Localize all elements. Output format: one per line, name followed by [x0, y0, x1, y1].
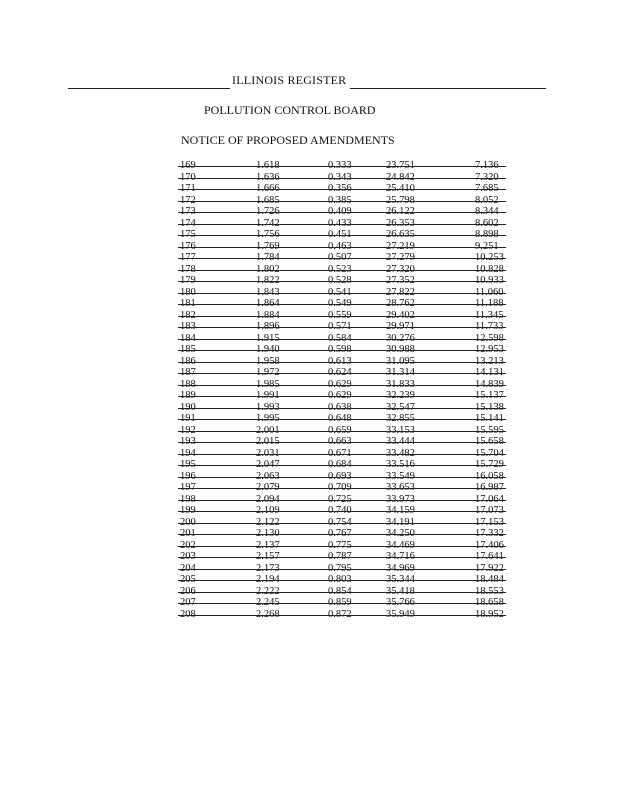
strikethrough-line	[178, 442, 506, 443]
table-cell: 1.769	[256, 240, 280, 252]
table-cell: 27.352	[386, 275, 415, 286]
table-cell: 0.659	[328, 424, 352, 436]
table-cell: 185	[180, 344, 196, 355]
table-cell: 2.015	[256, 436, 280, 447]
table-cell: 35.949	[386, 608, 415, 620]
table-cell: 0.638	[328, 401, 352, 413]
table-cell: 26.122	[386, 206, 415, 217]
table-row	[178, 287, 506, 299]
table-cell: 7.685	[475, 183, 499, 194]
strikethrough-line	[178, 523, 506, 524]
table-cell: 15.141	[475, 413, 504, 424]
table-cell: 11.060	[475, 286, 504, 298]
table-row	[178, 229, 506, 241]
table-cell: 1.784	[256, 252, 280, 263]
table-cell: 206	[180, 585, 196, 597]
table-cell: 193	[180, 436, 196, 447]
table-cell: 0.693	[328, 470, 352, 482]
table-cell: 29.402	[386, 309, 415, 321]
header-rule-right	[350, 88, 546, 89]
table-cell: 33.153	[386, 424, 415, 436]
table-cell: 178	[180, 263, 196, 275]
table-cell: 27.822	[386, 286, 415, 298]
table-cell: 0.663	[328, 436, 352, 447]
strikethrough-line	[178, 247, 506, 248]
table-cell: 1.666	[256, 183, 280, 194]
table-cell: 33.973	[386, 493, 415, 505]
table-cell: 174	[180, 217, 196, 229]
table-cell: 16.058	[475, 470, 504, 482]
table-row	[178, 344, 506, 356]
table-cell: 24.842	[386, 171, 415, 183]
table-cell: 17.406	[475, 539, 504, 551]
table-cell: 2.130	[256, 528, 280, 539]
strikethrough-line	[178, 201, 506, 202]
table-cell: 1.822	[256, 275, 280, 286]
table-cell: 23.751	[386, 160, 415, 171]
table-cell: 15.658	[475, 436, 504, 447]
table-cell: 32.239	[386, 390, 415, 401]
table-cell: 2.157	[256, 551, 280, 562]
table-row	[178, 425, 506, 437]
table-cell: 17.332	[475, 528, 504, 539]
table-cell: 18.952	[475, 608, 504, 620]
table-cell: 2.001	[256, 424, 280, 436]
table-cell: 0.523	[328, 263, 352, 275]
table-cell: 1.896	[256, 321, 280, 332]
table-cell: 0.333	[328, 160, 352, 171]
table-cell: 191	[180, 413, 196, 424]
table-cell: 31.833	[386, 378, 415, 390]
table-cell: 35.344	[386, 574, 415, 585]
strikethrough-line	[178, 534, 506, 535]
strikethrough-line	[178, 224, 506, 225]
table-cell: 0.613	[328, 355, 352, 367]
table-row	[178, 321, 506, 333]
table-cell: 1.726	[256, 206, 280, 217]
table-cell: 2.222	[256, 585, 280, 597]
table-cell: 1.618	[256, 160, 280, 171]
strikethrough-line	[178, 592, 506, 593]
table-cell: 1.756	[256, 229, 280, 240]
table-row	[178, 459, 506, 471]
table-cell: 2.194	[256, 574, 280, 585]
table-cell: 187	[180, 367, 196, 378]
table-cell: 0.559	[328, 309, 352, 321]
table-cell: 15.595	[475, 424, 504, 436]
strikethrough-line	[178, 385, 506, 386]
table-cell: 15.729	[475, 459, 504, 470]
strikethrough-line	[178, 166, 506, 167]
table-cell: 2.137	[256, 539, 280, 551]
table-row	[178, 264, 506, 276]
table-cell: 27.320	[386, 263, 415, 275]
table-cell: 2.173	[256, 562, 280, 574]
table-cell: 13.213	[475, 355, 504, 367]
table-cell: 201	[180, 528, 196, 539]
header-rule-left	[68, 88, 230, 89]
table-row	[178, 195, 506, 207]
table-cell: 34.716	[386, 551, 415, 562]
table-cell: 195	[180, 459, 196, 470]
table-cell: 194	[180, 447, 196, 459]
table-cell: 15.137	[475, 390, 504, 401]
table-cell: 14.839	[475, 378, 504, 390]
table-cell: 0.671	[328, 447, 352, 459]
table-cell: 16.987	[475, 482, 504, 493]
table-cell: 33.653	[386, 482, 415, 493]
table-cell: 27.279	[386, 252, 415, 263]
table-cell: 182	[180, 309, 196, 321]
strikethrough-line	[178, 258, 506, 259]
table-cell: 18.553	[475, 585, 504, 597]
strikethrough-line	[178, 362, 506, 363]
table-cell: 2.079	[256, 482, 280, 493]
table-cell: 14.131	[475, 367, 504, 378]
table-row	[178, 482, 506, 494]
strikethrough-line	[178, 500, 506, 501]
table-cell: 176	[180, 240, 196, 252]
table-cell: 0.775	[328, 539, 352, 551]
table-row	[178, 517, 506, 529]
table-cell: 17.153	[475, 516, 504, 528]
table-row	[178, 597, 506, 609]
table-cell: 34.469	[386, 539, 415, 551]
table-cell: 0.725	[328, 493, 352, 505]
strikethrough-line	[178, 339, 506, 340]
table-cell: 1.884	[256, 309, 280, 321]
table-cell: 0.584	[328, 332, 352, 344]
strikethrough-line	[178, 454, 506, 455]
table-cell: 208	[180, 608, 196, 620]
table-cell: 17.922	[475, 562, 504, 574]
table-cell: 7.320	[475, 171, 499, 183]
table-cell: 34.969	[386, 562, 415, 574]
strikethrough-line	[178, 281, 506, 282]
table-cell: 0.787	[328, 551, 352, 562]
table-cell: 32.547	[386, 401, 415, 413]
table-cell: 11.345	[475, 309, 504, 321]
table-row	[178, 172, 506, 184]
table-cell: 0.629	[328, 378, 352, 390]
table-cell: 0.859	[328, 597, 352, 608]
table-cell: 2.063	[256, 470, 280, 482]
table-cell: 2.122	[256, 516, 280, 528]
table-cell: 2.031	[256, 447, 280, 459]
table-cell: 31.314	[386, 367, 415, 378]
table-cell: 196	[180, 470, 196, 482]
register-title: ILLINOIS REGISTER	[232, 73, 347, 87]
table-cell: 10.828	[475, 263, 504, 275]
table-row	[178, 448, 506, 460]
table-cell: 0.803	[328, 574, 352, 585]
table-cell: 0.541	[328, 286, 352, 298]
table-cell: 32.855	[386, 413, 415, 424]
table-cell: 177	[180, 252, 196, 263]
table-cell: 31.095	[386, 355, 415, 367]
table-cell: 17.641	[475, 551, 504, 562]
table-cell: 30.988	[386, 344, 415, 355]
table-cell: 29.971	[386, 321, 415, 332]
strikethrough-line	[178, 580, 506, 581]
table-row	[178, 402, 506, 414]
table-row	[178, 540, 506, 552]
table-cell: 0.795	[328, 562, 352, 574]
table-cell: 11.188	[475, 298, 504, 309]
table-cell: 25.798	[386, 194, 415, 206]
strikethrough-line	[178, 465, 506, 466]
table-cell: 0.463	[328, 240, 352, 252]
table-cell: 18.658	[475, 597, 504, 608]
table-cell: 188	[180, 378, 196, 390]
table-row	[178, 471, 506, 483]
strikethrough-line	[178, 373, 506, 374]
table-cell: 173	[180, 206, 196, 217]
table-cell: 192	[180, 424, 196, 436]
table-cell: 33.482	[386, 447, 415, 459]
table-cell: 179	[180, 275, 196, 286]
table-cell: 198	[180, 493, 196, 505]
table-row	[178, 574, 506, 586]
table-cell: 0.343	[328, 171, 352, 183]
table-cell: 0.571	[328, 321, 352, 332]
table-cell: 18.484	[475, 574, 504, 585]
table-row	[178, 356, 506, 368]
table-cell: 8.898	[475, 229, 499, 240]
struck-data-table	[178, 160, 506, 620]
table-cell: 1.993	[256, 401, 280, 413]
table-cell: 0.356	[328, 183, 352, 194]
table-cell: 10.933	[475, 275, 504, 286]
table-cell: 0.528	[328, 275, 352, 286]
table-cell: 15.138	[475, 401, 504, 413]
table-cell: 8.052	[475, 194, 499, 206]
table-cell: 0.385	[328, 194, 352, 206]
table-cell: 35.766	[386, 597, 415, 608]
strikethrough-line	[178, 477, 506, 478]
notice-title: NOTICE OF PROPOSED AMENDMENTS	[181, 133, 395, 147]
table-cell: 35.418	[386, 585, 415, 597]
table-row	[178, 551, 506, 563]
table-cell: 1.991	[256, 390, 280, 401]
table-cell: 34.159	[386, 505, 415, 516]
table-row	[178, 298, 506, 310]
table-cell: 9.251	[475, 240, 499, 252]
strikethrough-line	[178, 569, 506, 570]
table-cell: 1.915	[256, 332, 280, 344]
strikethrough-line	[178, 603, 506, 604]
strikethrough-line	[178, 304, 506, 305]
table-cell: 1.995	[256, 413, 280, 424]
table-row	[178, 436, 506, 448]
table-row	[178, 563, 506, 575]
strikethrough-line	[178, 327, 506, 328]
table-row	[178, 379, 506, 391]
table-cell: 1.940	[256, 344, 280, 355]
table-cell: 10.253	[475, 252, 504, 263]
table-cell: 207	[180, 597, 196, 608]
table-cell: 1.985	[256, 378, 280, 390]
table-row	[178, 252, 506, 264]
strikethrough-line	[178, 419, 506, 420]
table-cell: 197	[180, 482, 196, 493]
table-cell: 0.507	[328, 252, 352, 263]
table-cell: 0.872	[328, 608, 352, 620]
table-row	[178, 333, 506, 345]
table-cell: 2.268	[256, 608, 280, 620]
table-cell: 0.754	[328, 516, 352, 528]
strikethrough-line	[178, 235, 506, 236]
table-cell: 1.972	[256, 367, 280, 378]
table-cell: 172	[180, 194, 196, 206]
table-cell: 27.219	[386, 240, 415, 252]
table-cell: 203	[180, 551, 196, 562]
board-title: POLLUTION CONTROL BOARD	[204, 103, 376, 117]
table-row	[178, 310, 506, 322]
table-cell: 1.685	[256, 194, 280, 206]
table-cell: 17.064	[475, 493, 504, 505]
table-cell: 1.843	[256, 286, 280, 298]
table-cell: 1.802	[256, 263, 280, 275]
table-cell: 33.549	[386, 470, 415, 482]
table-row	[178, 367, 506, 379]
strikethrough-line	[178, 396, 506, 397]
table-cell: 183	[180, 321, 196, 332]
table-row	[178, 218, 506, 230]
table-cell: 0.709	[328, 482, 352, 493]
table-cell: 180	[180, 286, 196, 298]
table-cell: 0.409	[328, 206, 352, 217]
table-cell: 190	[180, 401, 196, 413]
table-cell: 0.648	[328, 413, 352, 424]
strikethrough-line	[178, 189, 506, 190]
table-row	[178, 160, 506, 172]
table-cell: 0.433	[328, 217, 352, 229]
table-cell: 171	[180, 183, 196, 194]
table-cell: 199	[180, 505, 196, 516]
strikethrough-line	[178, 408, 506, 409]
table-row	[178, 183, 506, 195]
table-cell: 12.598	[475, 332, 504, 344]
table-cell: 34.191	[386, 516, 415, 528]
strikethrough-line	[178, 557, 506, 558]
table-cell: 34.250	[386, 528, 415, 539]
table-cell: 0.624	[328, 367, 352, 378]
table-cell: 15.704	[475, 447, 504, 459]
table-cell: 0.451	[328, 229, 352, 240]
table-cell: 184	[180, 332, 196, 344]
table-cell: 2.047	[256, 459, 280, 470]
table-row	[178, 609, 506, 621]
table-cell: 11.733	[475, 321, 504, 332]
table-cell: 181	[180, 298, 196, 309]
table-cell: 189	[180, 390, 196, 401]
table-cell: 170	[180, 171, 196, 183]
table-row	[178, 275, 506, 287]
table-cell: 12.953	[475, 344, 504, 355]
table-cell: 169	[180, 160, 196, 171]
strikethrough-line	[178, 270, 506, 271]
table-cell: 17.073	[475, 505, 504, 516]
strikethrough-line	[178, 316, 506, 317]
table-cell: 1.864	[256, 298, 280, 309]
table-cell: 26.635	[386, 229, 415, 240]
strikethrough-line	[178, 350, 506, 351]
strikethrough-line	[178, 431, 506, 432]
table-cell: 1.742	[256, 217, 280, 229]
table-row	[178, 586, 506, 598]
table-cell: 0.684	[328, 459, 352, 470]
table-row	[178, 528, 506, 540]
table-cell: 0.767	[328, 528, 352, 539]
strikethrough-line	[178, 511, 506, 512]
table-cell: 1.958	[256, 355, 280, 367]
table-cell: 175	[180, 229, 196, 240]
table-cell: 0.854	[328, 585, 352, 597]
table-row	[178, 206, 506, 218]
table-cell: 25.410	[386, 183, 415, 194]
table-cell: 33.516	[386, 459, 415, 470]
table-cell: 0.740	[328, 505, 352, 516]
table-cell: 186	[180, 355, 196, 367]
table-row	[178, 494, 506, 506]
table-cell: 30.276	[386, 332, 415, 344]
strikethrough-line	[178, 615, 506, 616]
strikethrough-line	[178, 212, 506, 213]
table-cell: 28.762	[386, 298, 415, 309]
table-cell: 0.549	[328, 298, 352, 309]
strikethrough-line	[178, 488, 506, 489]
table-cell: 8.602	[475, 217, 499, 229]
table-cell: 1.636	[256, 171, 280, 183]
table-row	[178, 390, 506, 402]
table-cell: 2.245	[256, 597, 280, 608]
table-cell: 7.136	[475, 160, 499, 171]
strikethrough-line	[178, 546, 506, 547]
table-cell: 204	[180, 562, 196, 574]
table-cell: 0.629	[328, 390, 352, 401]
strikethrough-line	[178, 293, 506, 294]
table-row	[178, 505, 506, 517]
table-cell: 8.344	[475, 206, 499, 217]
table-cell: 200	[180, 516, 196, 528]
table-row	[178, 413, 506, 425]
table-cell: 202	[180, 539, 196, 551]
table-cell: 2.094	[256, 493, 280, 505]
table-cell: 26.353	[386, 217, 415, 229]
table-cell: 205	[180, 574, 196, 585]
table-cell: 33.444	[386, 436, 415, 447]
table-cell: 2.109	[256, 505, 280, 516]
strikethrough-line	[178, 178, 506, 179]
table-row	[178, 241, 506, 253]
table-cell: 0.598	[328, 344, 352, 355]
